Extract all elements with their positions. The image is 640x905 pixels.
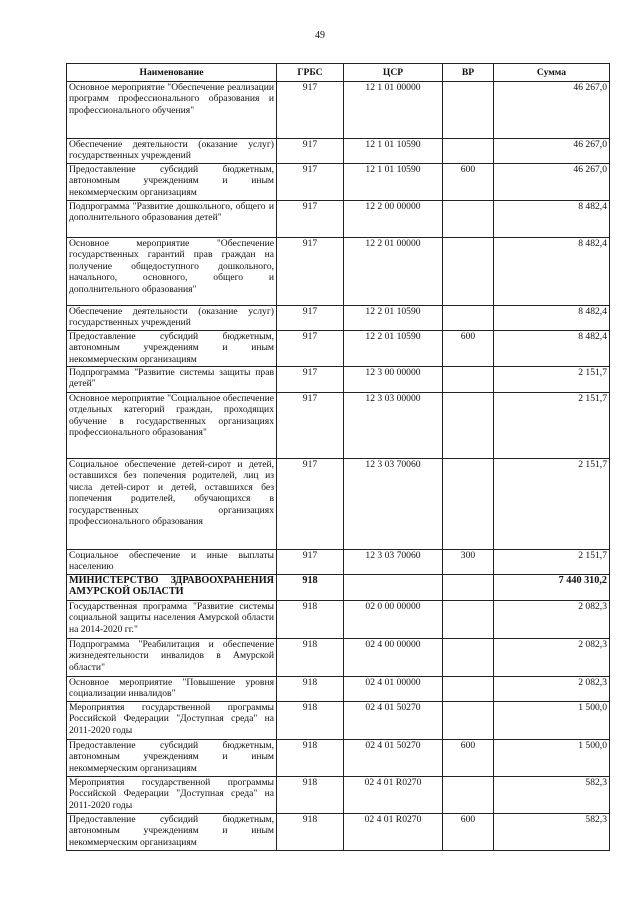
cell-sum: 2 151,7 bbox=[494, 550, 610, 575]
cell-csr: 02 4 01 50270 bbox=[344, 702, 443, 740]
cell-name: Основное мероприятие "Повышение уровня социализации инвалидов" bbox=[67, 677, 277, 702]
cell-sum: 2 082,3 bbox=[494, 677, 610, 702]
cell-csr: 12 2 01 10590 bbox=[344, 306, 443, 331]
cell-name: Предоставление субсидий бюджетным, автономным учреждениям и иным некоммерческим организациям bbox=[67, 814, 277, 851]
cell-grbs: 917 bbox=[277, 82, 344, 139]
cell-grbs: 917 bbox=[277, 139, 344, 164]
cell-grbs: 918 bbox=[277, 740, 344, 777]
cell-csr: 12 1 01 10590 bbox=[344, 164, 443, 201]
cell-grbs: 918 bbox=[277, 575, 344, 601]
table-row bbox=[67, 459, 610, 550]
header-name: Наименование bbox=[67, 64, 277, 82]
cell-sum: 1 500,0 bbox=[494, 702, 610, 740]
table-row bbox=[67, 82, 610, 139]
cell-name: Государственная программа "Развитие системы социальной защиты населения Амурской области на 2014-2020 гг." bbox=[67, 601, 277, 639]
cell-vr bbox=[443, 777, 494, 814]
cell-grbs: 918 bbox=[277, 639, 344, 677]
page-number: 49 bbox=[315, 30, 325, 41]
table-row bbox=[67, 164, 610, 201]
cell-sum: 2 151,7 bbox=[494, 459, 610, 550]
cell-csr: 02 0 00 00000 bbox=[344, 601, 443, 639]
table-row bbox=[67, 139, 610, 164]
cell-vr: 600 bbox=[443, 740, 494, 777]
table-header-row bbox=[67, 64, 610, 82]
cell-csr: 12 2 01 00000 bbox=[344, 238, 443, 306]
cell-csr: 12 3 03 00000 bbox=[344, 393, 443, 459]
cell-csr: 12 3 00 00000 bbox=[344, 367, 443, 393]
cell-grbs: 917 bbox=[277, 367, 344, 393]
header-csr: ЦСР bbox=[344, 64, 443, 82]
cell-name: Мероприятия государственной программы Российской Федерации "Доступная среда" на 2011-2020 годы bbox=[67, 777, 277, 814]
cell-grbs: 917 bbox=[277, 164, 344, 201]
cell-sum: 2 151,7 bbox=[494, 393, 610, 459]
cell-name: Социальное обеспечение и иные выплаты населению bbox=[67, 550, 277, 575]
cell-name: Предоставление субсидий бюджетным, автономным учреждениям и иным некоммерческим организациям bbox=[67, 331, 277, 367]
table-row bbox=[67, 777, 610, 814]
table-row bbox=[67, 575, 610, 601]
table-row bbox=[67, 550, 610, 575]
cell-sum: 2 151,7 bbox=[494, 367, 610, 393]
cell-name: Подпрограмма "Реабилитация и обеспечение жизнедеятельности инвалидов в Амурской области" bbox=[67, 639, 277, 677]
cell-grbs: 917 bbox=[277, 331, 344, 367]
cell-vr bbox=[443, 139, 494, 164]
table-row bbox=[67, 331, 610, 367]
table-body bbox=[67, 82, 610, 851]
table-row bbox=[67, 740, 610, 777]
cell-name: Подпрограмма "Развитие дошкольного, общего и дополнительного образования детей" bbox=[67, 201, 277, 238]
cell-name: Основное мероприятие "Социальное обеспечение отдельных категорий граждан, проходящих обучение в государственных организациях профессионального образования" bbox=[67, 393, 277, 459]
cell-grbs: 917 bbox=[277, 459, 344, 550]
table-row bbox=[67, 677, 610, 702]
cell-vr bbox=[443, 601, 494, 639]
table-row bbox=[67, 306, 610, 331]
cell-vr: 600 bbox=[443, 814, 494, 851]
cell-name: Обеспечение деятельности (оказание услуг) государственных учреждений bbox=[67, 306, 277, 331]
table-row bbox=[67, 238, 610, 306]
cell-vr bbox=[443, 82, 494, 139]
cell-name: Подпрограмма "Развитие системы защиты прав детей" bbox=[67, 367, 277, 393]
cell-csr: 02 4 01 R0270 bbox=[344, 777, 443, 814]
cell-csr: 12 2 00 00000 bbox=[344, 201, 443, 238]
cell-sum: 8 482,4 bbox=[494, 331, 610, 367]
cell-csr: 02 4 01 R0270 bbox=[344, 814, 443, 851]
cell-vr bbox=[443, 575, 494, 601]
cell-sum: 582,3 bbox=[494, 814, 610, 851]
cell-grbs: 917 bbox=[277, 393, 344, 459]
cell-name: МИНИСТЕРСТВО ЗДРАВООХРАНЕНИЯ АМУРСКОЙ ОБЛАСТИ bbox=[67, 575, 277, 601]
cell-grbs: 917 bbox=[277, 306, 344, 331]
cell-sum: 46 267,0 bbox=[494, 82, 610, 139]
cell-sum: 8 482,4 bbox=[494, 306, 610, 331]
header-grbs: ГРБС bbox=[277, 64, 344, 82]
cell-vr: 600 bbox=[443, 331, 494, 367]
cell-sum: 46 267,0 bbox=[494, 139, 610, 164]
cell-sum: 1 500,0 bbox=[494, 740, 610, 777]
cell-vr bbox=[443, 677, 494, 702]
cell-name: Предоставление субсидий бюджетным, автономным учреждениям и иным некоммерческим организациям bbox=[67, 740, 277, 777]
cell-sum: 8 482,4 bbox=[494, 201, 610, 238]
cell-vr bbox=[443, 201, 494, 238]
cell-grbs: 917 bbox=[277, 550, 344, 575]
cell-csr: 02 4 01 00000 bbox=[344, 677, 443, 702]
cell-vr bbox=[443, 238, 494, 306]
cell-sum: 582,3 bbox=[494, 777, 610, 814]
cell-grbs: 918 bbox=[277, 677, 344, 702]
cell-name: Предоставление субсидий бюджетным, автономным учреждениям и иным некоммерческим организациям bbox=[67, 164, 277, 201]
budget-table bbox=[66, 63, 610, 851]
table-row bbox=[67, 702, 610, 740]
cell-sum: 8 482,4 bbox=[494, 238, 610, 306]
cell-vr bbox=[443, 306, 494, 331]
cell-grbs: 917 bbox=[277, 201, 344, 238]
cell-vr: 300 bbox=[443, 550, 494, 575]
cell-vr bbox=[443, 367, 494, 393]
table-row bbox=[67, 201, 610, 238]
cell-name: Мероприятия государственной программы Российской Федерации "Доступная среда" на 2011-2020 годы bbox=[67, 702, 277, 740]
cell-csr: 12 1 01 00000 bbox=[344, 82, 443, 139]
table-row bbox=[67, 601, 610, 639]
cell-vr bbox=[443, 459, 494, 550]
cell-grbs: 917 bbox=[277, 238, 344, 306]
cell-csr: 02 4 00 00000 bbox=[344, 639, 443, 677]
cell-grbs: 918 bbox=[277, 601, 344, 639]
cell-csr: 12 2 01 10590 bbox=[344, 331, 443, 367]
cell-vr bbox=[443, 702, 494, 740]
cell-name: Основное мероприятие "Обеспечение государственных гарантий прав граждан на получение общедоступного дошкольного, начального, основного, общего и дополнительного образования" bbox=[67, 238, 277, 306]
cell-sum: 2 082,3 bbox=[494, 639, 610, 677]
header-vr: ВР bbox=[443, 64, 494, 82]
cell-csr bbox=[344, 575, 443, 601]
cell-sum: 46 267,0 bbox=[494, 164, 610, 201]
table-row bbox=[67, 367, 610, 393]
cell-csr: 12 3 03 70060 bbox=[344, 550, 443, 575]
cell-sum: 7 440 310,2 bbox=[494, 575, 610, 601]
table-row bbox=[67, 393, 610, 459]
cell-csr: 12 3 03 70060 bbox=[344, 459, 443, 550]
cell-name: Социальное обеспечение детей-сирот и детей, оставшихся без попечения родителей, лиц из числа детей-сирот и детей, оставшихся без попечения родителей, обучающихся в государственных организациях профессионального образования bbox=[67, 459, 277, 550]
cell-grbs: 918 bbox=[277, 814, 344, 851]
cell-grbs: 918 bbox=[277, 702, 344, 740]
cell-vr: 600 bbox=[443, 164, 494, 201]
cell-vr bbox=[443, 639, 494, 677]
cell-grbs: 918 bbox=[277, 777, 344, 814]
cell-sum: 2 082,3 bbox=[494, 601, 610, 639]
cell-name: Основное мероприятие "Обеспечение реализации программ профессионального образования и профессионального обучения" bbox=[67, 82, 277, 139]
cell-csr: 02 4 01 50270 bbox=[344, 740, 443, 777]
cell-vr bbox=[443, 393, 494, 459]
cell-name: Обеспечение деятельности (оказание услуг) государственных учреждений bbox=[67, 139, 277, 164]
cell-csr: 12 1 01 10590 bbox=[344, 139, 443, 164]
header-sum: Сумма bbox=[494, 64, 610, 82]
table-row bbox=[67, 814, 610, 851]
table-row bbox=[67, 639, 610, 677]
